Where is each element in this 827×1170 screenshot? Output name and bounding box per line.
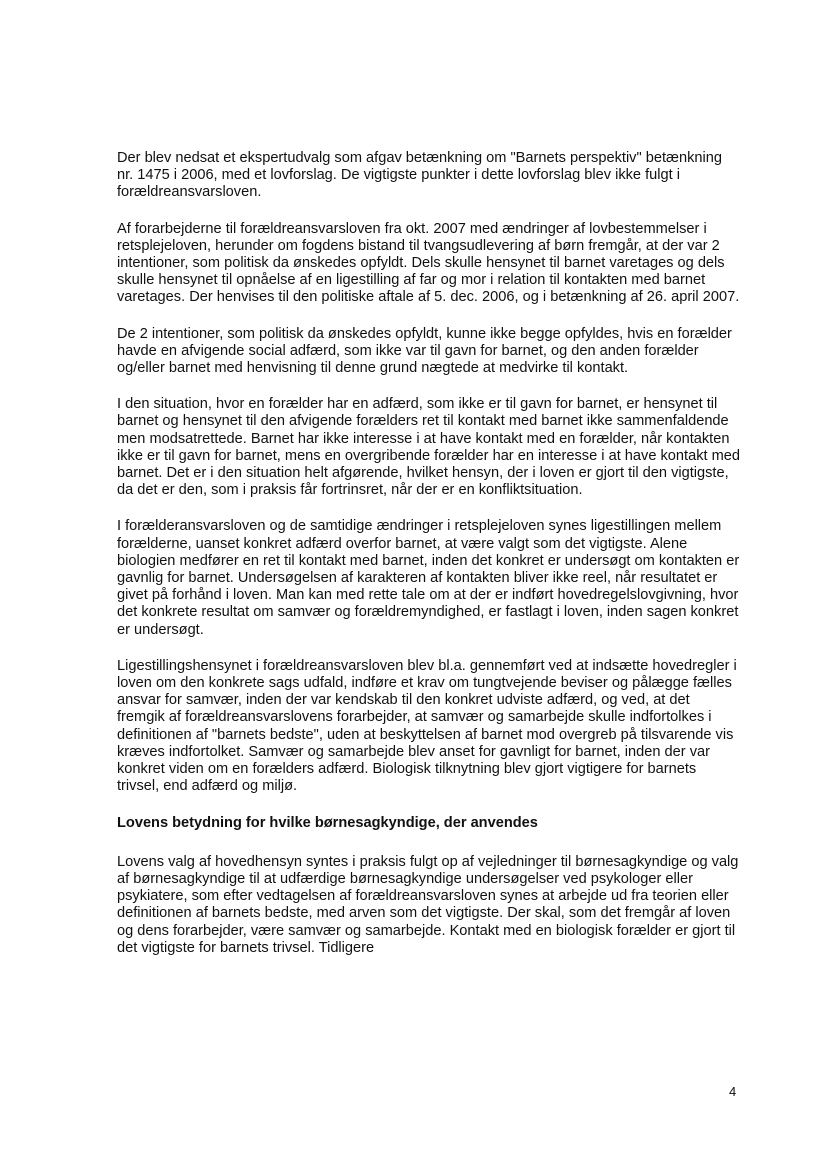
section-heading: Lovens betydning for hvilke børnesagkyndige, der anvendes bbox=[117, 814, 538, 831]
page-number: 4 bbox=[729, 1084, 737, 1099]
document-body bbox=[117, 150, 741, 976]
paragraph-equality-implemented: Ligestillingshensynet i forældreansvarsloven blev bl.a. gennemført ved at indsætte hovedregler i loven om den konkrete sags udfald, indføre et krav om tungtvejende beviser og pålægge fælles ansvar for samvær, inden der var kendskab til den konkret udviste adfærd, og ved, at det fremgik af forældreansvarslovens forarbejder, at samvær og samarbejde skulle indfortolkes i definitionen af "barnets bedste", uden at beskyttelsen af barnet mod overgreb på tilsvarende vis kræves indfortolket. Samvær og samarbejde blev anset for gavnligt for barnet, inden der var konkret viden om en forælders adfærd. Biologisk tilknytning blev gjort vigtigere for barnets trivsel, end adfærd og miljø. bbox=[117, 657, 737, 795]
paragraph-child-experts: Lovens valg af hovedhensyn syntes i praksis fulgt op af vejledninger til børnesagkyndige og valg af børnesagkyndige til at udfærdige børnesagkyndige undersøgelser ved psykologer eller psykiatere, som efter vedtagelsen af forældreansvarsloven synes at arbejde ud fra teorien eller definitionen af barnets bedste, med arven som det vigtigste. Der skal, som det fremgår af loven og dens forarbejder, være samvær og samarbejde. Kontakt med en biologisk forælder er gjort til det vigtigste for barnets trivsel. Tidligere bbox=[117, 853, 739, 956]
paragraph-preparatory-works: Af forarbejderne til forældreansvarsloven fra okt. 2007 med ændringer af lovbestemmelser i retsplejeloven, herunder om fogdens bistand til tvangsudlevering af børn fremgår, at der var 2 intentioner, som politisk da ønskedes opfyldt. Dels skulle hensynet til barnet varetages og dels skulle hensynet til opnåelse af en ligestilling af far og mor i relation til kontakten med barnet varetages. Der henvises til den politiske aftale af 5. dec. 2006, og i betænkning af 26. april 2007. bbox=[117, 220, 740, 306]
paragraph-equality-chosen: I forælderansvarsloven og de samtidige ændringer i retsplejeloven synes ligestillingen mellem forælderne, uanset konkret adfærd overfor barnet, at være valgt som det vigtigste. Alene biologien medfører en ret til kontakt med barnet, inden det konkret er undersøgt om kontakten er gavnlig for barnet. Undersøgelsen af karakteren af kontakten bliver ikke reel, når resultatet er givet på forhånd i loven. Man kan med rette tale om at der er indført hovedregelslovgivning, hvor det konkrete resultat om samvær og forældremyndighed, er fastlagt i loven, inden sagen konkret er undersøgt. bbox=[117, 518, 740, 638]
paragraph-two-intentions: De 2 intentioner, som politisk da ønskedes opfyldt, kunne ikke begge opfyldes, hvis en forælder havde en afvigende social adfærd, som ikke var til gavn for barnet, og den anden forælder og/eller barnet med henvisning til denne grund nægtede at medvirke til kontakt. bbox=[117, 325, 732, 377]
paragraph-expert-committee: Der blev nedsat et ekspertudvalg som afgav betænkning om "Barnets perspektiv" betænkning nr. 1475 i 2006, med et lovforslag. De vigtigste punkter i dette lovforslag blev ikke fulgt i forældreansvarsloven. bbox=[117, 150, 722, 201]
paragraph-conflict-situation: I den situation, hvor en forælder har en adfærd, som ikke er til gavn for barnet, er hensynet til barnet og hensynet til den afvigende forælders ret til kontakt med barnet ikke sammenfaldende men modsatrettede. Barnet har ikke interesse i at have kontakt med en forælder, når kontakten ikke er til gavn for barnet, mens en overgribende forælder har en interesse i at have kontakt med barnet. Det er i den situation helt afgørende, hvilket hensyn, der i loven er gjort til den vigtigste, da det er den, som i praksis får fortrinsret, når der er en konfliktsituation. bbox=[117, 396, 740, 499]
